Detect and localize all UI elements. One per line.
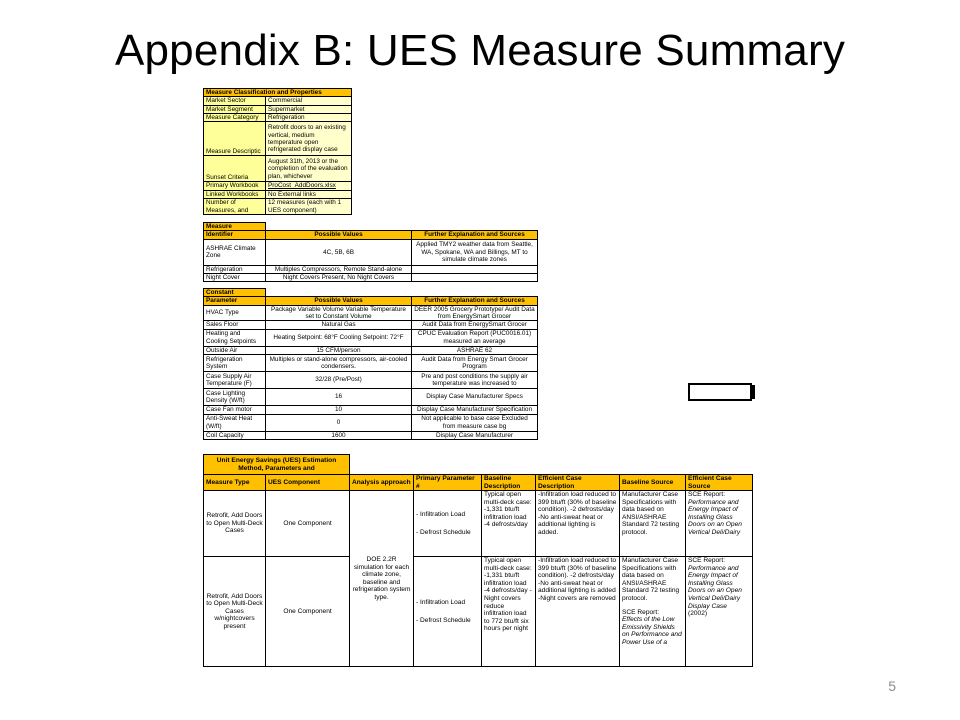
identifier-values: 4C, 5B, 6B xyxy=(266,239,412,265)
constant-name: Heating and Cooling Setpoints xyxy=(204,329,266,346)
ues-table xyxy=(203,454,753,667)
ues-baseline-source: Manufacturer Case Specifications with data based on ANSI/ASHRAE Standard 72 testing protocol. xyxy=(620,491,686,557)
ues-measure-type: Retrofit, Add Doors to Open Multi-Deck Cases w/nightcovers present xyxy=(204,557,266,667)
identifier-header: Identifier xyxy=(204,231,266,239)
constant-name: Refrigeration System xyxy=(204,355,266,372)
constant-value: 0 xyxy=(266,414,412,431)
constant-value: 32/28 (Pre/Post) xyxy=(266,372,412,389)
constant-explanation: Display Case Manufacturer Specs xyxy=(412,389,538,406)
ues-eff-source-label: SCE Report: xyxy=(688,491,726,499)
ues-component: One Component xyxy=(266,557,350,667)
col-explanation: Further Explanation and Sources xyxy=(412,297,538,305)
class-value: No External links xyxy=(266,190,352,198)
classification-table xyxy=(203,88,352,215)
constant-name: Sales Floor xyxy=(204,321,266,329)
ues-col-header: UES Component xyxy=(266,475,350,491)
identifier-name: Refrigeration xyxy=(204,265,266,273)
ues-efficient: -Infiltration load reduced to 399 btu/ft (30% of baseline condition). -2 defrosts/day -No anti-sweat heat or additional lighting is added -Night covers are removed xyxy=(536,557,620,667)
constant-value: Package Variable Volume Variable Temperature set to Constant Volume xyxy=(266,305,412,321)
ues-baseline: Typical open multi-deck case: -1,331 btu/ft infiltration load -4 defrosts/day -Night covers reduce infiltration load to 772 btu/ft six hours per night xyxy=(482,557,536,667)
class-value: Retrofit doors to an existing vertical, medium temperature open refrigerated display case xyxy=(266,122,352,156)
class-value: Supermarket xyxy=(266,105,352,113)
identifier-explanation xyxy=(412,265,538,273)
identifier-header: Measure xyxy=(204,223,266,231)
constant-value: Natural Gas xyxy=(266,321,412,329)
class-label: Number of Measures, and xyxy=(204,199,266,215)
constant-value: 1600 xyxy=(266,431,412,439)
ues-param: - Infiltration Load xyxy=(416,599,466,607)
constant-name: Case Lighting Density (W/ft) xyxy=(204,389,266,406)
ues-col-header: Baseline Description xyxy=(482,475,536,491)
class-label: Market Segment xyxy=(204,105,266,113)
ues-col-header: Baseline Source xyxy=(620,475,686,491)
identifier-name: ASHRAE Climate Zone xyxy=(204,239,266,265)
identifier-name: Night Cover xyxy=(204,274,266,282)
class-value: August 31th, 2013 or the completion of the evaluation plan, whichever xyxy=(266,156,352,182)
ues-component: One Component xyxy=(266,491,350,557)
col-explanation: Further Explanation and Sources xyxy=(412,231,538,239)
ues-col-header: Measure Type xyxy=(204,475,266,491)
page-number: 5 xyxy=(888,678,896,694)
empty-box-shape xyxy=(688,383,752,401)
constant-name: Outside Air xyxy=(204,346,266,354)
ues-col-header: Efficient Case Source xyxy=(686,475,753,491)
identifier-values: Multiples Compressors, Remote Stand-alone xyxy=(266,265,412,273)
ues-baseline-source-title: Effects of the Low Emissivity Shields on Performance and Power Use of a xyxy=(622,616,682,646)
constant-explanation: Display Case Manufacturer xyxy=(412,431,538,439)
ues-baseline-source: Manufacturer Case Specifications with data based on ANSI/ASHRAE Standard 72 testing protocol. xyxy=(622,557,680,603)
ues-param: - Infiltration Load xyxy=(416,511,466,519)
ues-measure-type: Retrofit, Add Doors to Open Multi-Deck Cases xyxy=(204,491,266,557)
constant-header: Parameter xyxy=(204,297,266,305)
identifier-table xyxy=(203,222,538,282)
class-value: ProCost_AddDoors.xlsx xyxy=(266,182,352,190)
identifier-values: Night Covers Present, No Night Covers xyxy=(266,274,412,282)
class-value: 12 measures (each with 1 UES component) xyxy=(266,199,352,215)
ues-col-header: Efficient Case Description xyxy=(536,475,620,491)
ues-col-header: Primary Parameter # xyxy=(414,475,482,491)
constant-value: 10 xyxy=(266,406,412,414)
ues-eff-source-title: Performance and Energy Impact of Installing Glass Doors on an Open Vertical Deli/Dairy xyxy=(688,498,742,537)
identifier-explanation xyxy=(412,274,538,282)
col-possible-values: Possible Values xyxy=(266,231,412,239)
classification-header: Measure Classification and Properties xyxy=(204,89,352,97)
constant-value: Multiples or stand-alone compressors, air-cooled condensers. xyxy=(266,355,412,372)
constant-explanation: Not applicable to base case Excluded from measure case bg xyxy=(412,414,538,431)
class-label: Market Sector xyxy=(204,97,266,105)
ues-param: - Defrost Schedule xyxy=(416,528,471,536)
class-value: Refrigeration xyxy=(266,114,352,122)
constant-value: 15 CFM/person xyxy=(266,346,412,354)
constant-explanation: CPUC Evaluation Report (PUC0016.01) measured an average xyxy=(412,329,538,346)
constant-name: Case Supply Air Temperature (F) xyxy=(204,372,266,389)
constants-table xyxy=(203,288,538,440)
class-value: Commercial xyxy=(266,97,352,105)
constant-header: Constant xyxy=(204,289,266,297)
identifier-explanation: Applied TMY2 weather data from Seattle, WA, Spokane, WA and Billings, MT to simulate climate zones xyxy=(412,239,538,265)
class-label: Measure Descriptic xyxy=(204,122,266,156)
constant-explanation: Audit Data from EnergySmart Grocer xyxy=(412,321,538,329)
constant-name: Coil Capacity xyxy=(204,431,266,439)
constant-name: Anti-Sweat Heat (W/ft) xyxy=(204,414,266,431)
ues-eff-source-year: (2002) xyxy=(688,610,708,618)
ues-efficient: -Infiltration load reduced to 399 btu/ft (30% of baseline condition). -2 defrosts/day -No anti-sweat heat or additional lighting is added. xyxy=(536,491,620,557)
ues-param: - Defrost Schedule xyxy=(416,616,471,624)
ues-eff-source-title: Performance and Energy Impact of Installing Glass Doors on an Open Vertical Deli/Dairy Display Case xyxy=(688,564,742,610)
constant-explanation: Pre and post conditions the supply air temperature was increased to xyxy=(412,372,538,389)
constant-name: Case Fan motor xyxy=(204,406,266,414)
ues-eff-source-label: SCE Report: xyxy=(688,557,726,565)
class-label: Measure Category xyxy=(204,114,266,122)
class-label: Linked Workbooks xyxy=(204,190,266,198)
constant-explanation: Display Case Manufacturer Specification xyxy=(412,406,538,414)
ues-header: Unit Energy Savings (UES) Estimation Method, Parameters and xyxy=(204,455,350,475)
constant-name: HVAC Type xyxy=(204,305,266,321)
class-label: Primary Workbook xyxy=(204,182,266,190)
ues-col-header: Analysis approach xyxy=(350,475,414,491)
constant-explanation: Audit Data from Energy Smart Grocer Program xyxy=(412,355,538,372)
constant-value: 16 xyxy=(266,389,412,406)
col-possible-values: Possible Values xyxy=(266,297,412,305)
slide-title: Appendix B: UES Measure Summary xyxy=(114,26,846,75)
ues-baseline-source-label: SCE Report: xyxy=(622,608,660,616)
class-label: Sunset Criteria xyxy=(204,156,266,182)
ues-analysis: DOE 2.2R simulation for each climate zone, baseline and refrigeration system type. xyxy=(350,491,414,667)
constant-explanation: DEER 2005 Grocery Prototype/ Audit Data from EnergySmart Grocer xyxy=(412,305,538,321)
ues-baseline: Typical open multi-deck case: -1,331 btu/ft infiltration load -4 defrosts/day xyxy=(482,491,536,557)
constant-explanation: ASHRAE 62 xyxy=(412,346,538,354)
constant-value: Heating Setpoint: 68°F Cooling Setpoint: 72°F xyxy=(266,329,412,346)
